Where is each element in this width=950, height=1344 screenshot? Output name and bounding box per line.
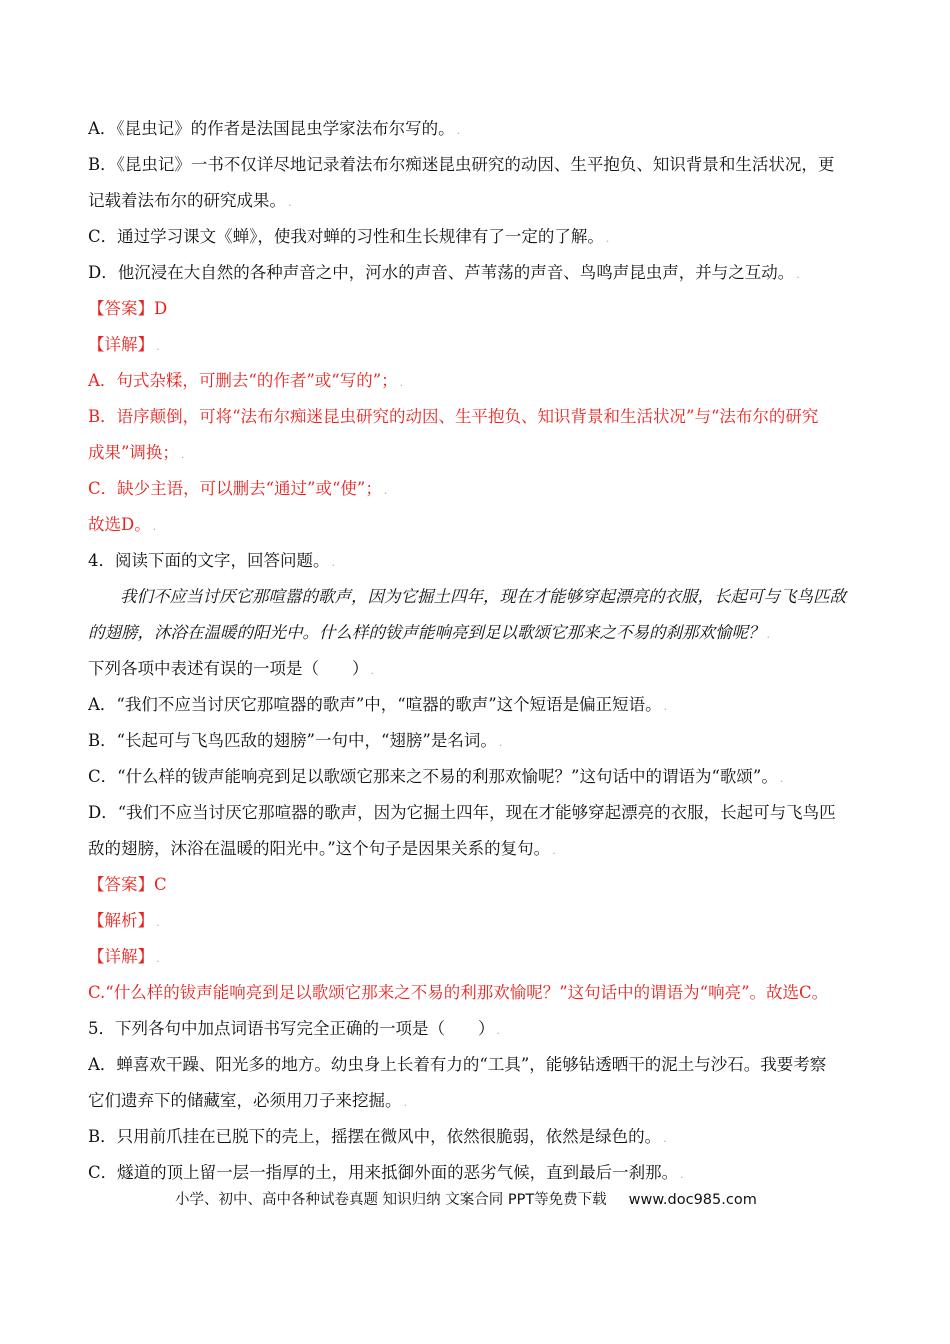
q5-option-a-line2: 它们遗弃下的储藏室，必须用刀子来挖掘。 . bbox=[88, 1091, 407, 1110]
q3-answer: 【答案】D bbox=[88, 299, 168, 318]
q4-explain: C.“什么样的钹声能响亮到足以歌颂它那来之不易的利那欢愉呢？”这句话中的谓语为“响亮”。故选C。 bbox=[88, 983, 829, 1002]
footer-text: 小学、初中、高中各种试卷真题 知识归纳 文案合同 PPT等免费下载 bbox=[175, 1192, 607, 1208]
q3-option-c: C．通过学习课文《蝉》，使我对蝉的习性和生长规律有了一定的了解。 . bbox=[88, 227, 610, 246]
q4-question: 下列各项中表述有误的一项是（ ） . bbox=[88, 659, 374, 678]
q3-explain-a: A．句式杂糅，可删去“的作者”或“写的”； . bbox=[88, 371, 404, 390]
q3-explain-b-line2: 成果”调换； . bbox=[88, 443, 185, 462]
q3-choose: 故选D。 . bbox=[88, 515, 157, 534]
page-footer bbox=[175, 1190, 875, 1210]
q5-stem: 5．下列各句中加点词语书写完全正确的一项是（ ） . bbox=[88, 1019, 500, 1038]
q4-option-c: C．“什么样的钹声能响亮到足以歌颂它那来之不易的利那欢愉呢？”这句话中的谓语为“歌颂”。 . bbox=[88, 767, 784, 786]
q4-passage-line2: 的翅膀，沐浴在温暖的阳光中。什么样的钹声能响亮到足以歌颂它那来之不易的刹那欢愉呢？ . bbox=[88, 623, 770, 642]
q3-option-d: D．他沉浸在大自然的各种声音之中，河水的声音、芦苇荡的声音、鸟鸣声昆虫声，并与之互动。 . bbox=[88, 263, 800, 282]
q3-option-b-line1: B．《昆虫记》一书不仅详尽地记录着法布尔痴迷昆虫研究的动因、生平抱负、知识背景和生活状况，更 bbox=[88, 155, 835, 174]
q4-analysis-label: 【解析】 . bbox=[88, 911, 160, 930]
q3-explain-b-line1: B．语序颠倒，可将“法布尔痴迷昆虫研究的动因、生平抱负、知识背景和生活状况”与“法布尔的研究 bbox=[88, 407, 819, 426]
footer-url[interactable]: www.doc985.com bbox=[628, 1192, 757, 1208]
q4-answer: 【答案】C bbox=[88, 875, 167, 894]
q4-detail-label: 【详解】 . bbox=[88, 947, 160, 966]
q3-option-b-line2: 记载着法布尔的研究成果。 . bbox=[88, 191, 292, 210]
q3-option-a: A．《昆虫记》的作者是法国昆虫学家法布尔写的。 . bbox=[88, 119, 461, 138]
q4-option-a: A．“我们不应当讨厌它那喧器的歌声”中，“喧器的歌声”这个短语是偏正短语。 . bbox=[88, 695, 668, 714]
q3-explain-c: C．缺少主语，可以删去“通过”或“使”； . bbox=[88, 479, 388, 498]
q4-passage-line1: 我们不应当讨厌它那喧嚣的歌声，因为它掘土四年，现在才能够穿起漂亮的衣服，长起可与飞鸟匹敌 bbox=[120, 587, 846, 606]
q5-option-b: B．只用前爪挂在已脱下的壳上，摇摆在微风中，依然很脆弱，依然是绿色的。 . bbox=[88, 1127, 667, 1146]
q4-option-d-line2: 敌的翅膀，沐浴在温暖的阳光中。”这个句子是因果关系的复句。 . bbox=[88, 839, 556, 858]
q3-detail-label: 【详解】 . bbox=[88, 335, 160, 354]
q4-stem: 4．阅读下面的文字，回答问题。 . bbox=[88, 551, 335, 570]
q5-option-a-line1: A．蝉喜欢干躁、阳光多的地方。幼虫身上长着有力的“工具”，能够钻透晒干的泥土与沙石。我要考察 bbox=[88, 1055, 827, 1074]
q4-option-d-line1: D．“我们不应当讨厌它那喧器的歌声，因为它掘土四年，现在才能够穿起漂亮的衣服，长起可与飞鸟匹 bbox=[88, 803, 836, 822]
q4-option-b: B．“长起可与飞鸟匹敌的翅膀”一句中，“翅膀”是名词。 . bbox=[88, 731, 503, 750]
q5-option-c: C．燧道的顶上留一层一指厚的土，用来抵御外面的恶劣气候，直到最后一刹那。 . bbox=[88, 1163, 684, 1182]
